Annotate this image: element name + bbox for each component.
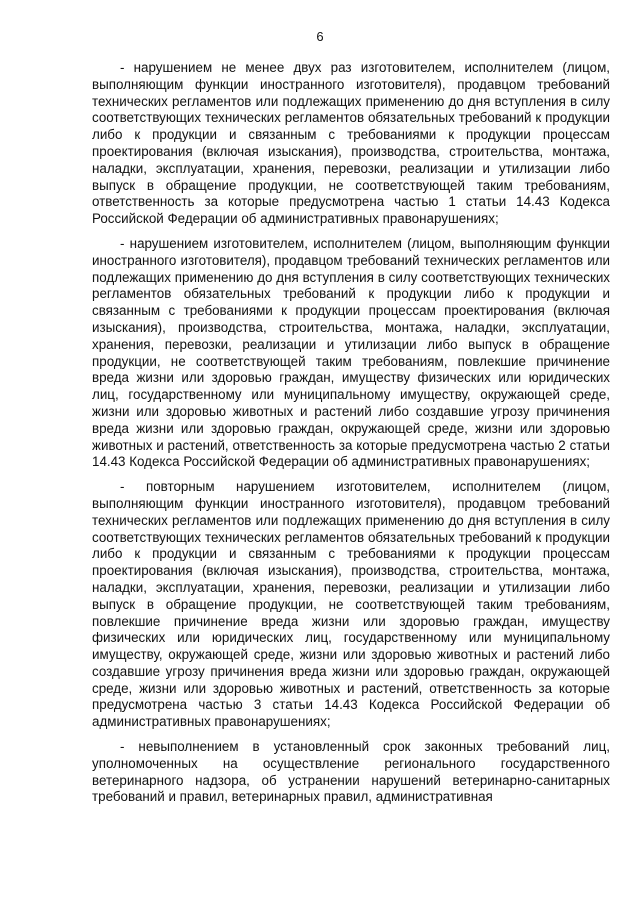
document-body	[92, 60, 610, 806]
paragraph-4: - невыполнением в установленный срок законных требований лиц, уполномоченных на осуществление регионального государственного ветеринарного надзора, об устранении нарушений ветеринарно-санитарных требований и правил, ветеринарных правил, административная	[92, 739, 610, 805]
paragraph-2: - нарушением изготовителем, исполнителем (лицом, выполняющим функции иностранного изготовителя), продавцом требований технических регламентов или подлежащих применению до дня вступления в силу соответствующих технических регламентов обязательных требований к продукции либо к продукции и связанным с требованиями к продукции процессам проектирования (включая изыскания), производства, строительства, монтажа, наладки, эксплуатации, хранения, перевозки, реализации и утилизации либо выпуск в обращение продукции, не соответствующей таким требованиям, повлекшие причинение вреда жизни или здоровью граждан, имуществу физических или юридических лиц, государственному или муниципальному имуществу, окружающей среде, жизни или здоровью животных и растений либо создавшие угрозу причинения вреда жизни или здоровью граждан, окружающей среде, жизни или здоровью животных и растений, ответственность за которые предусмотрена частью 2 статьи 14.43 Кодекса Российской Федерации об административных правонарушениях;	[92, 235, 610, 470]
paragraph-3: - повторным нарушением изготовителем, исполнителем (лицом, выполняющим функции иностранного изготовителя), продавцом требований технических регламентов или подлежащих применению до дня вступления в силу соответствующих технических регламентов обязательных требований к продукции либо к продукции и связанным с требованиями к продукции процессам проектирования (включая изыскания), производства, строительства, монтажа, наладки, эксплуатации, хранения, перевозки, реализации и утилизации либо выпуск в обращение продукции, не соответствующей таким требованиям, повлекшие причинение вреда жизни или здоровью граждан, имуществу физических или юридических лиц, государственному или муниципальному имуществу, окружающей среде, жизни или здоровью животных и растений либо создавшие угрозу причинения вреда жизни или здоровью граждан, окружающей среде, жизни или здоровью животных и растений, ответственность за которые предусмотрена частью 3 статьи 14.43 Кодекса Российской Федерации об административных правонарушениях;	[92, 479, 610, 730]
page-number: 6	[316, 29, 324, 44]
paragraph-1: - нарушением не менее двух раз изготовителем, исполнителем (лицом, выполняющим функции иностранного изготовителя), продавцом требований технических регламентов или подлежащих применению до дня вступления в силу соответствующих технических регламентов обязательных требований к продукции либо к продукции и связанным с требованиями к продукции процессам проектирования (включая изыскания), производства, строительства, монтажа, наладки, эксплуатации, хранения, перевозки, реализации и утилизации либо выпуск в обращение продукции, не соответствующей таким требованиям, ответственность за которые предусмотрена частью 1 статьи 14.43 Кодекса Российской Федерации об административных правонарушениях;	[92, 60, 610, 227]
